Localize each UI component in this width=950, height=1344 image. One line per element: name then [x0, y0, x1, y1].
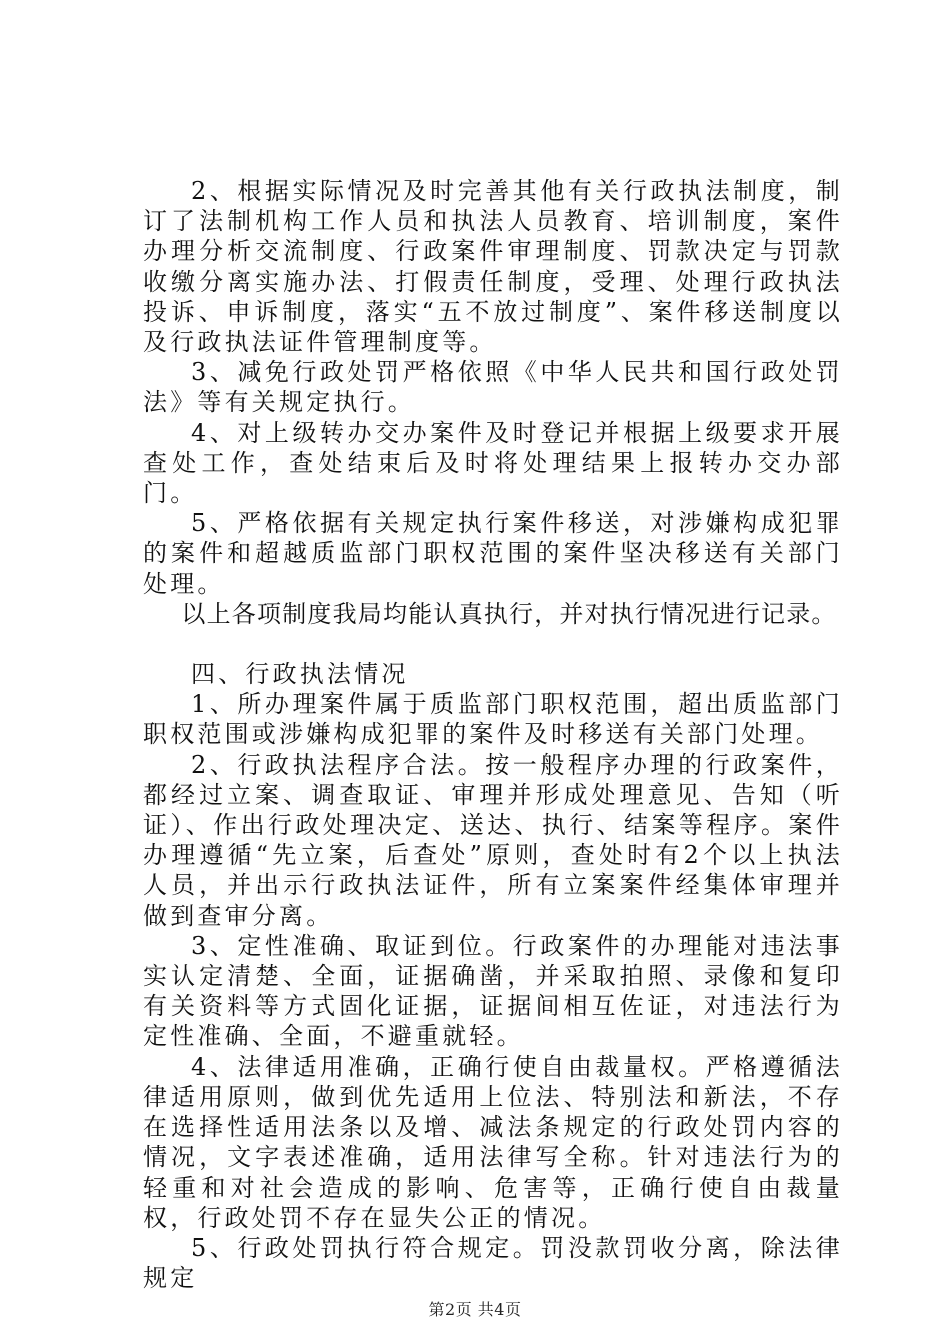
paragraph-5: 5、严格依据有关规定执行案件移送，对涉嫌构成犯罪的案件和超越质监部门职权范围的案件坚决移送有关部门处理。 [143, 509, 843, 598]
paragraph-summary: 以上各项制度我局均能认真执行，并对执行情况进行记录。 [181, 599, 837, 628]
paragraph-4: 4、对上级转办交办案件及时登记并根据上级要求开展查处工作，查处结束后及时将处理结果上报转办交办部门。 [143, 418, 843, 508]
section-paragraph-5: 5、行政处罚执行符合规定。罚没款罚收分离，除法律规定 [143, 1233, 843, 1293]
section-paragraph-4: 4、法律适用准确，正确行使自由裁量权。严格遵循法律适用原则，做到优先适用上位法、特别法和新法，不存在选择性适用法条以及增、减法条规定的行政处罚内容的情况，文字表述准确，适用法律写全称。针对违法行为的轻重和对社会造成的影响、危害等，正确行使自由裁量权，行政处罚不存在显失公正的情况。 [143, 1052, 843, 1232]
section-heading: 四、行政执法情况 [191, 660, 409, 689]
section-paragraph-2: 2、行政执法程序合法。按一般程序办理的行政案件，都经过立案、调查取证、审理并形成处理意见、告知（听证）、作出行政处理决定、送达、执行、结案等程序。案件办理遵循“先立案，后查处”原则，查处时有2个以上执法人员，并出示行政执法证件，所有立案案件经集体审理并做到查审分离。 [143, 750, 843, 930]
section-paragraph-3: 3、定性准确、取证到位。行政案件的办理能对违法事实认定清楚、全面，证据确凿，并采取拍照、录像和复印有关资料等方式固化证据，证据间相互佐证，对违法行为定性准确、全面，不避重就轻。 [143, 931, 843, 1051]
page-number-footer: 第2页 共4页 [428, 1300, 522, 1319]
paragraph-3: 3、减免行政处罚严格依照《中华人民共和国行政处罚法》等有关规定执行。 [143, 358, 843, 417]
section-paragraph-1: 1、所办理案件属于质监部门职权范围，超出质监部门职权范围或涉嫌构成犯罪的案件及时移送有关部门处理。 [143, 690, 843, 749]
section-gap [143, 629, 843, 659]
paragraph-2: 2、根据实际情况及时完善其他有关行政执法制度，制订了法制机构工作人员和执法人员教育、培训制度，案件办理分析交流制度、行政案件审理制度、罚款决定与罚款收缴分离实施办法、打假责任制度，受理、处理行政执法投诉、申诉制度，落实“五不放过制度”、案件移送制度以及行政执法证件管理制度等。 [143, 177, 843, 357]
document-body [143, 176, 843, 1293]
